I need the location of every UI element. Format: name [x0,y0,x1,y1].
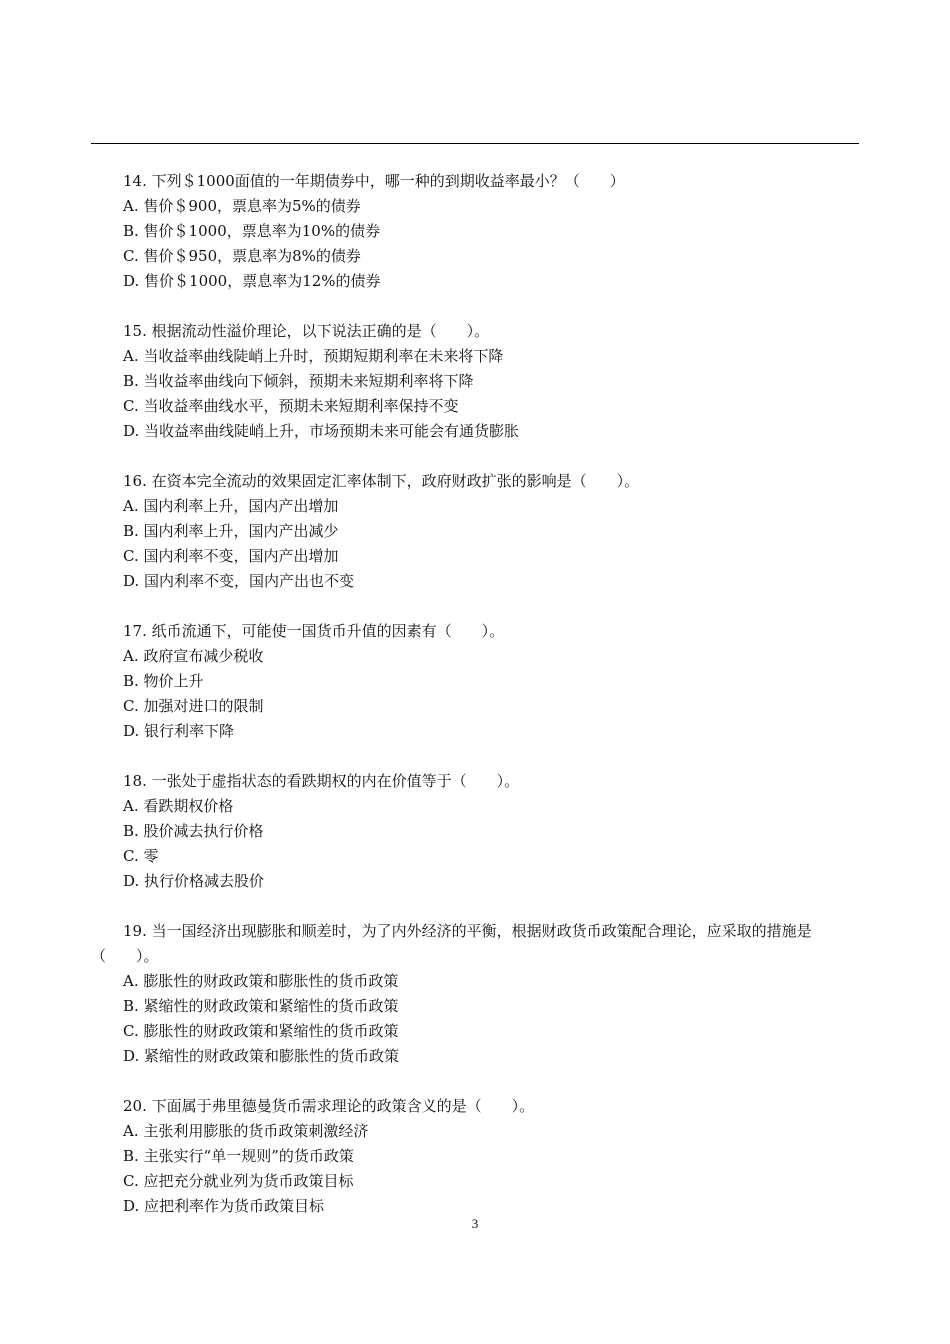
option-d: D. 当收益率曲线陡峭上升，市场预期未来可能会有通货膨胀 [123,422,520,440]
option-d: D. 售价＄1000，票息率为12%的债券 [123,272,381,290]
option-a: A. 政府宣布减少税收 [123,647,264,665]
question-stem: 15. 根据流动性溢价理论，以下说法正确的是（ ）。 [123,322,490,340]
option-a: A. 膨胀性的财政政策和膨胀性的货币政策 [123,972,399,990]
page-number: 3 [471,1216,479,1231]
option-c: C. 加强对进口的限制 [123,697,264,715]
option-a: A. 主张利用膨胀的货币政策刺激经济 [123,1122,369,1140]
question-stem: 20. 下面属于弗里德曼货币需求理论的政策含义的是（ ）。 [123,1097,535,1115]
question-stem: 18. 一张处于虚指状态的看跌期权的内在价值等于（ ）。 [123,772,520,790]
question-17 [91,619,861,744]
option-c: C. 售价＄950，票息率为8%的债券 [123,247,361,265]
option-b: B. 主张实行“单一规则”的货币政策 [123,1147,354,1165]
option-d: D. 执行价格减去股价 [123,872,265,890]
option-d: D. 紧缩性的财政政策和膨胀性的货币政策 [123,1047,400,1065]
question-stem: 14. 下列＄1000面值的一年期债券中，哪一种的到期收益率最小？（ ） [123,172,625,190]
question-stem: 19. 当一国经济出现膨胀和顺差时，为了内外经济的平衡，根据财政货币政策配合理论，应采取的措施是（ ）。 [91,922,812,965]
option-b: B. 国内利率上升，国内产出减少 [123,522,339,540]
question-stem: 17. 纸币流通下，可能使一国货币升值的因素有（ ）。 [123,622,505,640]
question-19 [91,919,861,1069]
option-c: C. 国内利率不变，国内产出增加 [123,547,339,565]
header-rule [91,143,859,144]
option-a: A. 看跌期权价格 [123,797,234,815]
option-c: C. 应把充分就业列为货币政策目标 [123,1172,354,1190]
question-18 [91,769,861,894]
option-b: B. 股价减去执行价格 [123,822,264,840]
question-20 [91,1094,861,1219]
option-d: D. 应把利率作为货币政策目标 [123,1197,325,1215]
question-16 [91,469,861,594]
option-b: B. 售价＄1000，票息率为10%的债券 [123,222,381,240]
question-14 [91,169,861,294]
option-c: C. 当收益率曲线水平，预期未来短期利率保持不变 [123,397,459,415]
option-b: B. 物价上升 [123,672,204,690]
option-c: C. 零 [123,847,159,865]
option-d: D. 国内利率不变，国内产出也不变 [123,572,355,590]
question-list [91,169,861,1244]
question-stem: 16. 在资本完全流动的效果固定汇率体制下，政府财政扩张的影响是（ ）。 [123,472,640,490]
option-a: A. 当收益率曲线陡峭上升时，预期短期利率在未来将下降 [123,347,504,365]
option-a: A. 国内利率上升，国内产出增加 [123,497,339,515]
option-b: B. 紧缩性的财政政策和紧缩性的货币政策 [123,997,399,1015]
option-a: A. 售价＄900，票息率为5%的债券 [123,197,361,215]
option-c: C. 膨胀性的财政政策和紧缩性的货币政策 [123,1022,399,1040]
question-15 [91,319,861,444]
option-b: B. 当收益率曲线向下倾斜，预期未来短期利率将下降 [123,372,474,390]
option-d: D. 银行利率下降 [123,722,235,740]
